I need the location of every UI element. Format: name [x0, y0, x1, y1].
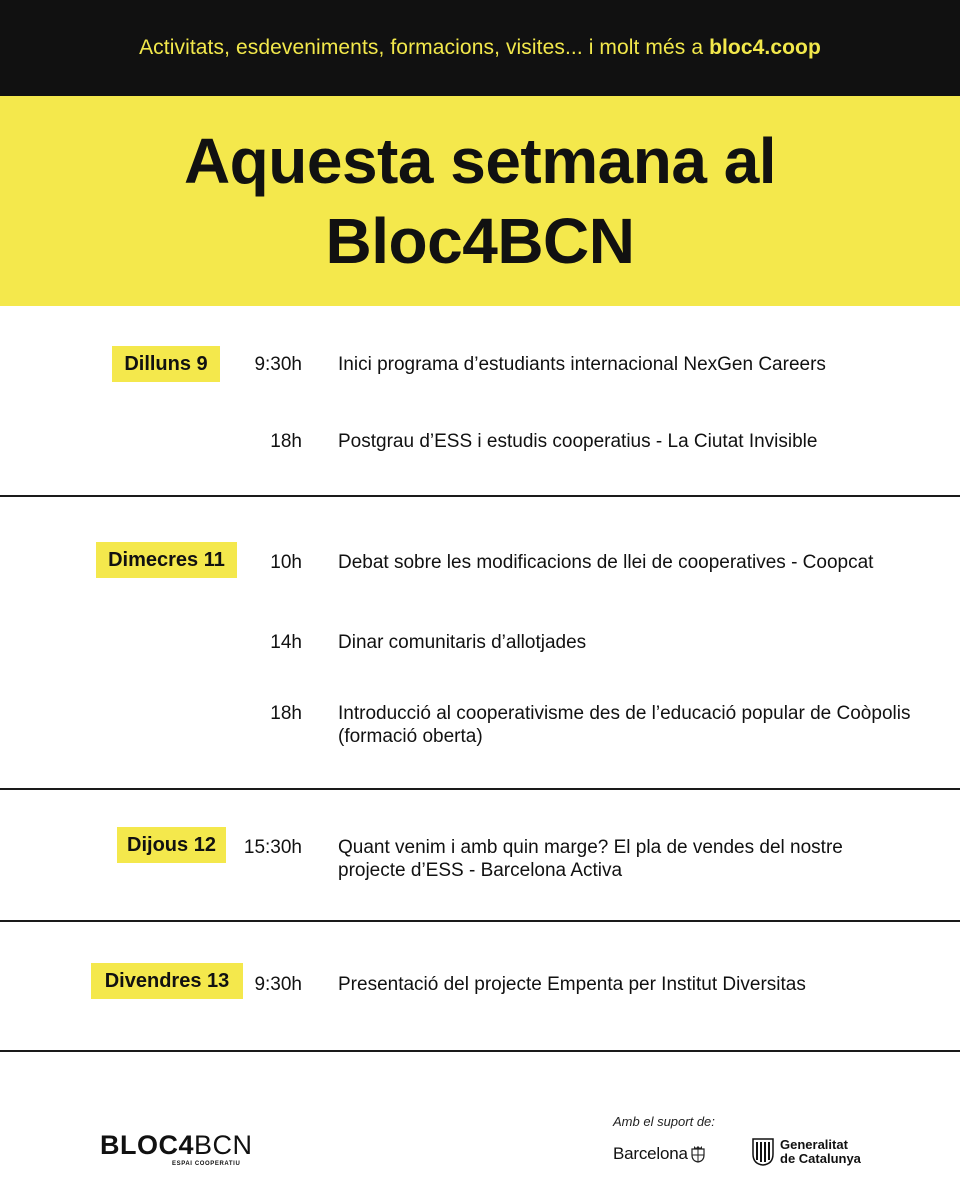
event-title: Inici programa d’estudiants internacional NexGen Careers: [338, 354, 826, 375]
day-section-dijous: [0, 827, 960, 922]
banner-link[interactable]: bloc4.coop: [709, 36, 821, 59]
event-title: Presentació del projecte Empenta per Institut Diversitas: [338, 974, 806, 995]
event-title: Postgrau d’ESS i estudis cooperatius - La Ciutat Invisible: [338, 431, 818, 452]
support-label: Amb el suport de:: [613, 1114, 715, 1129]
day-badge: Divendres 13: [91, 963, 243, 999]
day-section-divendres: [0, 963, 960, 1052]
top-banner: [0, 0, 960, 96]
day-section-dilluns: [0, 346, 960, 497]
event-time: 10h: [270, 552, 302, 573]
generalitat-shield-icon: [752, 1138, 774, 1166]
generalitat-line2: de Catalunya: [780, 1151, 861, 1166]
day-badge: Dimecres 11: [96, 542, 237, 578]
logo-subtitle: ESPAI COOPERATIU: [172, 1161, 241, 1167]
event-time: 14h: [270, 632, 302, 653]
page-title-line2: Bloc4BCN: [325, 205, 635, 277]
bloc4bcn-logo: BLOC4BCN: [100, 1130, 253, 1160]
sponsor-barcelona: Barcelona: [613, 1144, 705, 1164]
barcelona-crest-icon: [691, 1145, 705, 1163]
event-time: 18h: [270, 431, 302, 452]
event-time: 15:30h: [243, 837, 302, 858]
day-badge: Dijous 12: [117, 827, 226, 863]
hero-header: [0, 96, 960, 306]
day-section-dimecres: [0, 542, 960, 790]
event-time: 9:30h: [254, 974, 302, 995]
event-time: 18h: [270, 703, 302, 724]
event-title: Introducció al cooperativisme des de l’educació popular de Coòpolis (formació oberta): [338, 703, 911, 747]
event-title: Quant venim i amb quin marge? El pla de vendes del nostre projecte d’ESS - Barcelona Activa: [338, 837, 843, 881]
sponsor-generalitat: [752, 1138, 861, 1166]
generalitat-line1: Generalitat: [780, 1137, 848, 1152]
event-title: Debat sobre les modificacions de llei de cooperatives - Coopcat: [338, 552, 874, 573]
banner-text: Activitats, esdeveniments, formacions, visites... i molt més a: [139, 36, 704, 59]
day-badge: Dilluns 9: [112, 346, 220, 382]
page-title-line1: Aquesta setmana al: [183, 125, 777, 197]
event-time: 9:30h: [254, 354, 302, 375]
footer: [0, 1052, 960, 1200]
event-title: Dinar comunitaris d’allotjades: [338, 632, 587, 653]
